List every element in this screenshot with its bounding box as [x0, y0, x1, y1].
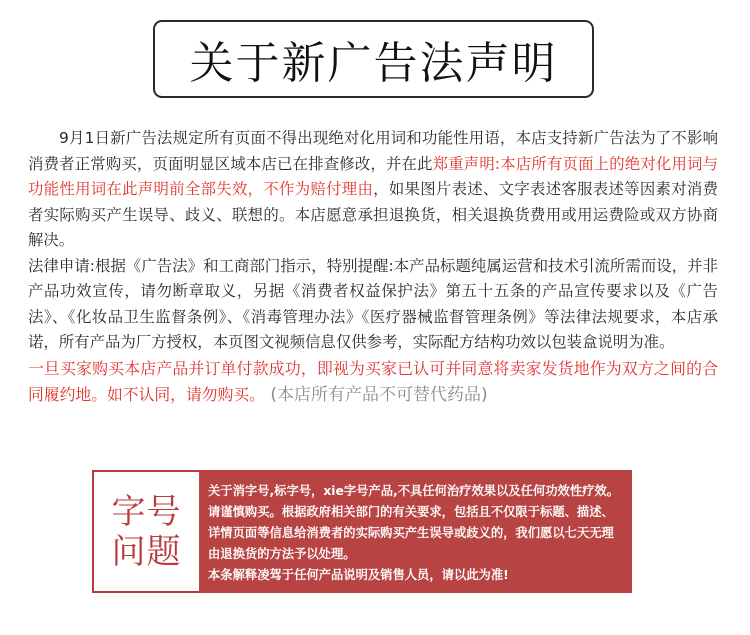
title-box [153, 20, 594, 98]
notice-text-final: 本条解释凌驾于任何产品说明及销售人员，请以此为准! [208, 568, 509, 582]
notice-label [92, 470, 199, 593]
paragraph-contract-place [28, 356, 718, 409]
notice-label-line2: 问题 [111, 531, 182, 572]
paragraph-legal-notice: 法律申请:根据《广告法》和工商部门指示，特别提醒:本产品标题纯属运营和技术引流所需而设，并非产品功效宣传，请勿断章取义，另据《消费者权益保护法》第五十五条的产品宣传要求以及《广告法》、《化妆品卫生监督条例》、《消毒管理办法》《医疗器械监督管理条例》等法律法规要求，本店承诺，所有产品为厂方授权，本页图文视频信息仅供参考，实际配方结构功效以包装盒说明为准。 [28, 256, 718, 351]
contract-place-text: 一旦买家购买本店产品并订单付款成功，即视为买家已认可并同意将卖家发货地作为双方之间的合同履约地。如不认同，请勿购买。 [28, 358, 718, 404]
notice-label-line1: 字号 [111, 491, 182, 532]
solemn-declaration-text: 郑重声明:本店所有页面上的绝对化用词与功能性用词在此声明前全部失效，不作为赔付理由 [28, 154, 718, 198]
statement-body [28, 126, 718, 409]
paragraph-ad-law-rest: ，如果图片表述、文字表述客服表述等因素对消费者实际购买产生误导、歧义、联想的。本店愿意承担退换货，相关退换货费用或用运费险或双方协商解决。 [28, 180, 718, 249]
license-notice-box [92, 470, 632, 593]
notice-text-main: 关于消字号,标字号，xie字号产品,不具任何治疗效果以及任何功效性疗效。请谨慎购买。根据政府相关部门的有关要求，包括且不仅限于标题、描述、详情页面等信息给消费者的实际购买产生误导或歧义的，我们愿以七天无理由退换货的方法予以处理。 [208, 484, 620, 561]
notice-content [199, 470, 632, 593]
paragraph-ad-law [28, 126, 718, 254]
drug-disclaimer-text: (本店所有产品不可替代药品) [264, 385, 488, 405]
paragraph-ad-law-intro: 9月1日新广告法规定所有页面不得出现绝对化用词和功能性用语，本店支持新广告法为了不影响消费者正常购买，页面明显区域本店已在排查修改，并在此 [28, 129, 718, 173]
page-title: 关于新广告法声明 [189, 38, 558, 89]
